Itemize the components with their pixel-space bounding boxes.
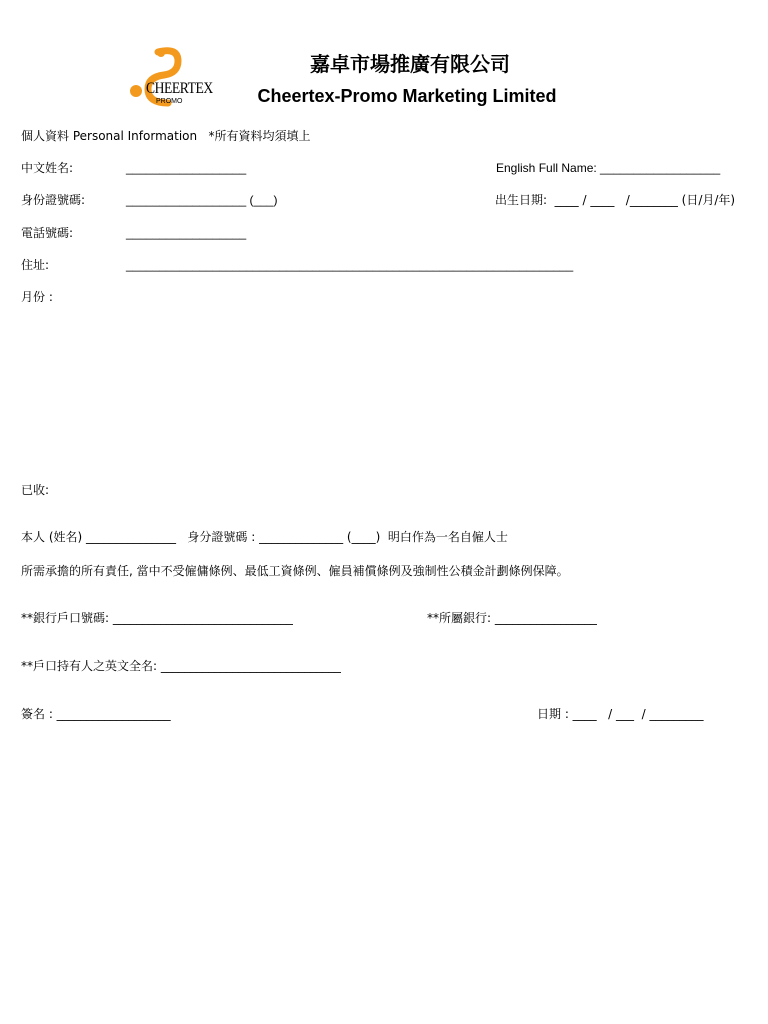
english-name-field[interactable]: English Full Name: __________________ [496, 161, 721, 175]
phone-field[interactable]: __________________ [126, 226, 247, 240]
logo-wordmark: CHEERTEX [146, 80, 213, 97]
phone-label: 電話號碼: [21, 226, 74, 240]
date-of-birth-field[interactable]: 出生日期: ____ / ____ /________ (日/月/年) [495, 193, 736, 207]
chinese-name-field[interactable]: __________________ [126, 161, 247, 175]
logo-subtext: PROMO [156, 98, 183, 105]
signature-field[interactable]: 簽名 : ___________________ [21, 707, 171, 721]
address-label: 住址: [21, 258, 50, 272]
month-label: 月份 : [21, 290, 53, 304]
declaration-line-2: 所需承擔的所有責任, 當中不受僱傭條例、最低工資條例、僱員補償條例及強制性公積金計劃條例保障。 [21, 564, 569, 578]
bank-name-field[interactable]: **所屬銀行: _________________ [427, 611, 597, 625]
personal-info-heading: 個人資料 Personal Information *所有資料均須填上 [21, 129, 311, 143]
id-number-label: 身份證號碼: [21, 193, 86, 207]
chinese-name-label: 中文姓名: [21, 161, 74, 175]
received-label: 已收: [21, 483, 50, 497]
bank-account-field[interactable]: **銀行戶口號碼: ______________________________ [21, 611, 293, 625]
declaration-line-1[interactable]: 本人 (姓名) _______________ 身分證號碼 : ______________ (____) 明白作為一名自僱人士 [21, 530, 508, 544]
company-name-english: Cheertex-Promo Marketing Limited [257, 86, 557, 106]
id-number-field[interactable]: __________________ (___) [126, 193, 278, 207]
signature-date-field[interactable]: 日期 : ____ / ___ / _________ [537, 707, 704, 721]
company-name-chinese: 嘉卓市場推廣有限公司 [310, 52, 510, 76]
account-holder-field[interactable]: **戶口持有人之英文全名: ______________________________ [21, 659, 341, 673]
address-field[interactable]: ___________________________________________________________________ [126, 258, 574, 272]
